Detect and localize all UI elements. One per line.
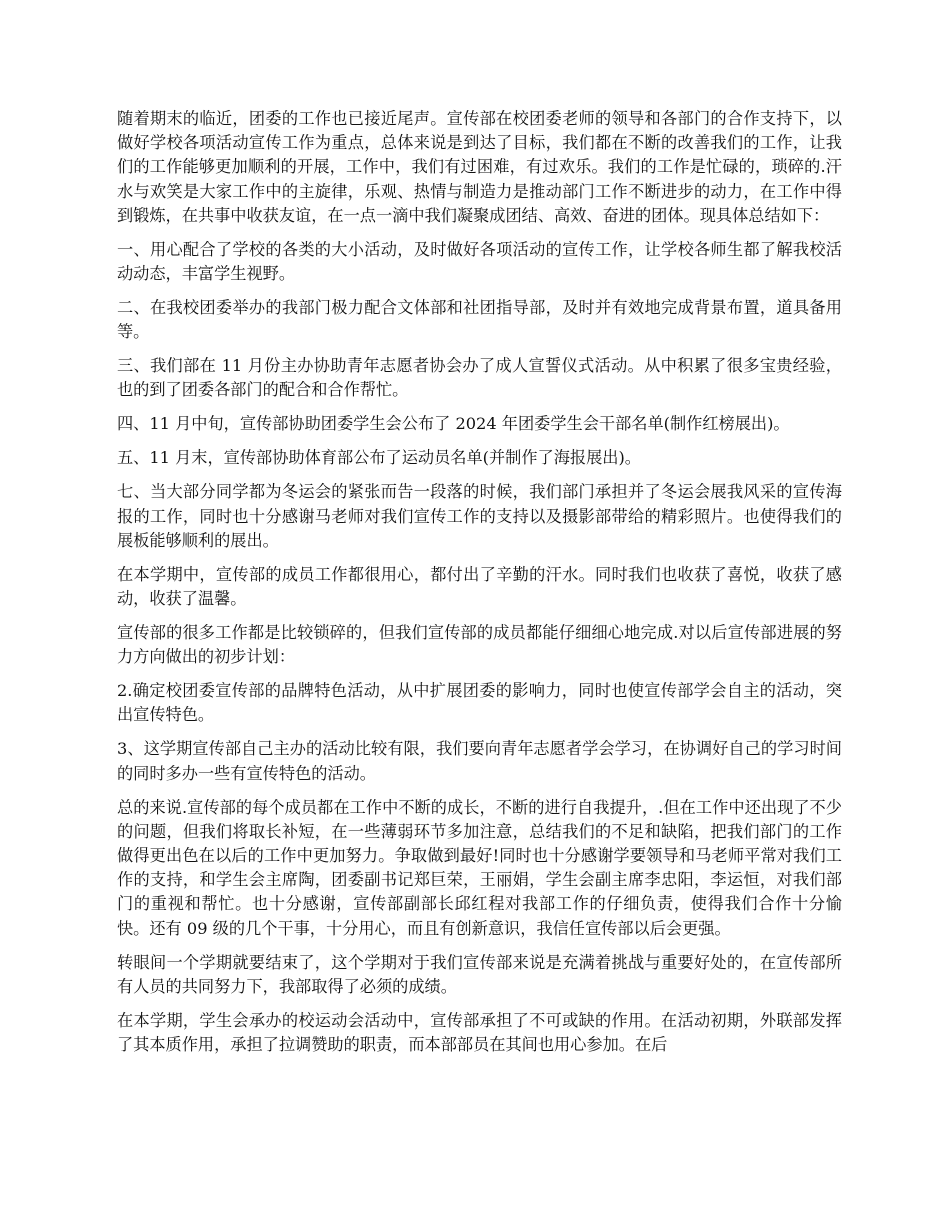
- paragraph-item-7: 七、当大部分同学都为冬运会的紧张而告一段落的时候，我们部门承担并了冬运会展我风采的宣传海报的工作，同时也十分感谢马老师对我们宣传工作的支持以及摄影部带给的精彩照片。也使得我们的展板能够顺利的展出。: [117, 482, 842, 550]
- paragraph-intro: 随着期末的临近，团委的工作也已接近尾声。宣传部在校团委老师的领导和各部门的合作支持下，以做好学校各项活动宣传工作为重点，总体来说是到达了目标，我们都在不断的改善我们的工作，让我们的工作能够更加顺利的开展，工作中，我们有过困难，有过欢乐。我们的工作是忙碌的，琐碎的.汗水与欢笑是大家工作中的主旋律，乐观、热情与制造力是推动部门工作不断进步的动力，在工作中得到锻炼，在共事中收获友谊，在一点一滴中我们凝聚成团结、高效、奋进的团体。现具体总结如下：: [117, 109, 842, 225]
- paragraph-plan-2: 2.确定校团委宣传部的品牌特色活动，从中扩展团委的影响力，同时也使宣传部学会自主的活动，突出宣传特色。: [117, 681, 842, 725]
- paragraph-item-4: 四、11 月中旬，宣传部协助团委学生会公布了 2024 年团委学生会干部名单(制作红榜展出)。: [117, 414, 790, 434]
- paragraph-item-2: 二、在我校团委举办的我部门极力配合文体部和社团指导部，及时并有效地完成背景布置，道具备用等。: [117, 298, 842, 342]
- paragraph-semester-effort: 在本学期中，宣传部的成员工作都很用心，都付出了辛勤的汗水。同时我们也收获了喜悦，收获了感动，收获了温馨。: [117, 564, 842, 609]
- paragraph-semester-end: 转眼间一个学期就要结束了，这个学期对于我们宣传部来说是充满着挑战与重要好处的，在宣传部所有人员的共同努力下，我部取得了必须的成绩。: [117, 952, 842, 996]
- paragraph-summary: 总的来说.宣传部的每个成员都在工作中不断的成长，不断的进行自我提升，.但在工作中还出现了不少的问题，但我们将取长补短，在一些薄弱环节多加注意，总结我们的不足和缺陷，把我们部门的工作做得更出色在以后的工作中更加努力。争取做到最好!同时也十分感谢学要领导和马老师平常对我们工作的支持，和学生会主席陶，团委副书记郑巨荣，王丽娟，学生会副主席李忠阳，李运恒，对我们部门的重视和帮忙。也十分感谢，宣传部副部长邱红程对我部工作的仔细负责，使得我们合作十分愉快。还有 09 级的几个干事，十分用心，而且有创新意识，我信任宣传部以后会更强。: [117, 797, 842, 938]
- paragraph-future-plan: 宣传部的很多工作都是比较锁碎的，但我们宣传部的成员都能仔细细心地完成.对以后宣传部进展的努力方向做出的初步计划：: [117, 623, 842, 667]
- paragraph-item-1: 一、用心配合了学校的各类的大小活动，及时做好各项活动的宣传工作，让学校各师生都了解我校活动动态，丰富学生视野。: [117, 239, 842, 284]
- paragraph-plan-3: 3、这学期宣传部自己主办的活动比较有限，我们要向青年志愿者学会学习，在协调好自己的学习时间的同时多办一些有宣传特色的活动。: [117, 739, 842, 783]
- paragraph-item-5: 五、11 月末，宣传部协助体育部公布了运动员名单(并制作了海报展出)。: [117, 448, 641, 468]
- paragraph-sports-meet: 在本学期，学生会承办的校运动会活动中，宣传部承担了不可或缺的作用。在活动初期，外联部发挥了其本质作用，承担了拉调赞助的职责，而本部部员在其间也用心参加。在后: [117, 1010, 842, 1055]
- document-body: [117, 107, 842, 1067]
- paragraph-item-3: 三、我们部在 11 月份主办协助青年志愿者协会办了成人宣誓仪式活动。从中积累了很多宝贵经验，也的到了团委各部门的配合和合作帮忙。: [117, 356, 842, 400]
